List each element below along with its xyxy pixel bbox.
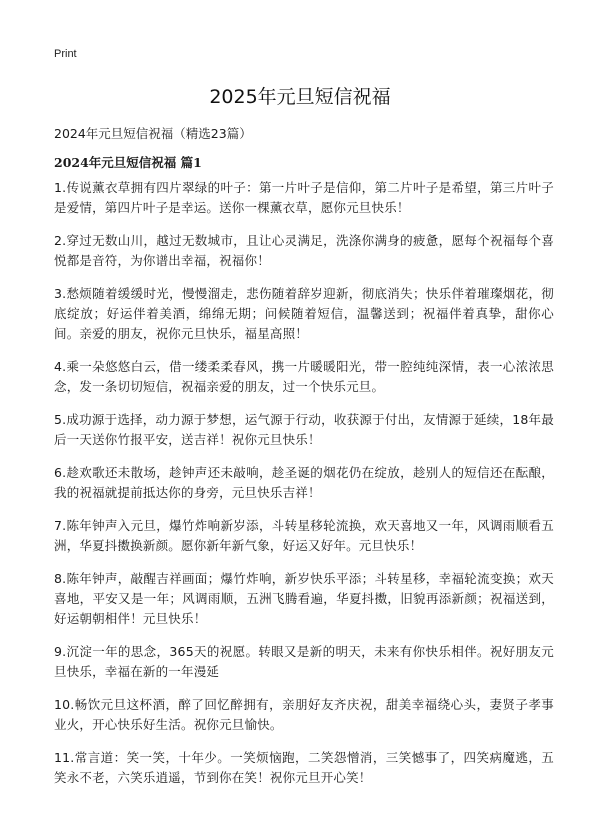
paragraph-11: 11.常言道：笑一笑，十年少。一笑烦恼跑，二笑怨憎消，三笑憾事了，四笑病魔逃，五笑永不老，六笑乐逍遥，节到你在笑！祝你元旦开心笑！ [54,750,554,785]
document-subtitle: 2024年元旦短信祝福（精选23篇） [54,126,252,141]
paragraph-2: 2.穿过无数山川，越过无数城市，且让心灵满足，洗涤你满身的疲惫，愿每个祝福每个喜悦都是音符，为你谱出幸福，祝福你！ [54,233,554,268]
page-title: 2025年元旦短信祝福 [209,86,391,108]
paragraph-9: 9.沉淀一年的思念，365天的祝愿。转眼又是新的明天，未来有你快乐相伴。祝好朋友元旦快乐，幸福在新的一年漫延 [54,644,554,679]
paragraph-5: 5.成功源于选择，动力源于梦想，运气源于行动，收获源于付出，友情源于延续，18年最后一天送你竹报平安，送吉祥！祝你元旦快乐！ [54,412,554,447]
section-heading: 2024年元旦短信祝福 篇1 [54,155,202,170]
paragraph-10: 10.畅饮元旦这杯酒，醉了回忆醉拥有，亲朋好友齐庆祝，甜美幸福绕心头，妻贤子孝事业火，开心快乐好生活。祝你元旦愉快。 [54,697,554,732]
print-link[interactable]: Print [54,48,77,60]
paragraph-7: 7.陈年钟声入元旦，爆竹炸响新岁添，斗转星移轮流换，欢天喜地又一年，风调雨顺看五洲，华夏抖擞换新颜。愿你新年新气象，好运又好年。元旦快乐！ [54,518,554,553]
paragraph-3: 3.愁烦随着缓缓时光，慢慢溜走，悲伤随着辞岁迎新，彻底消失；快乐伴着璀璨烟花，彻底绽放；好运伴着美酒，绵绵无期；问候随着短信，温馨送到；祝福伴着真挚，甜你心间。亲爱的朋友，祝你元旦快乐，福星高照！ [54,286,554,341]
paragraph-8: 8.陈年钟声，敲醒吉祥画面；爆竹炸响，新岁快乐平添；斗转星移，幸福轮流变换；欢天喜地，平安又是一年；风调雨顺，五洲飞腾看遍，华夏抖擞，旧貌再添新颜；祝福送到，好运朝朝相伴！元旦快乐！ [54,571,554,626]
paragraph-4: 4.乘一朵悠悠白云，借一缕柔柔春风，携一片暖暖阳光，带一腔纯纯深情，表一心浓浓思念，发一条切切短信，祝福亲爱的朋友，过一个快乐元旦。 [54,359,554,394]
paragraph-list [54,178,554,801]
paragraph-6: 6.趁欢歌还未散场，趁钟声还未敲响，趁圣诞的烟花仍在绽放，趁别人的短信还在酝酿，我的祝福就提前抵达你的身旁，元旦快乐吉祥！ [54,465,554,500]
paragraph-1: 1.传说薰衣草拥有四片翠绿的叶子：第一片叶子是信仰，第二片叶子是希望，第三片叶子是爱情，第四片叶子是幸运。送你一棵薰衣草，愿你元旦快乐！ [54,180,554,215]
